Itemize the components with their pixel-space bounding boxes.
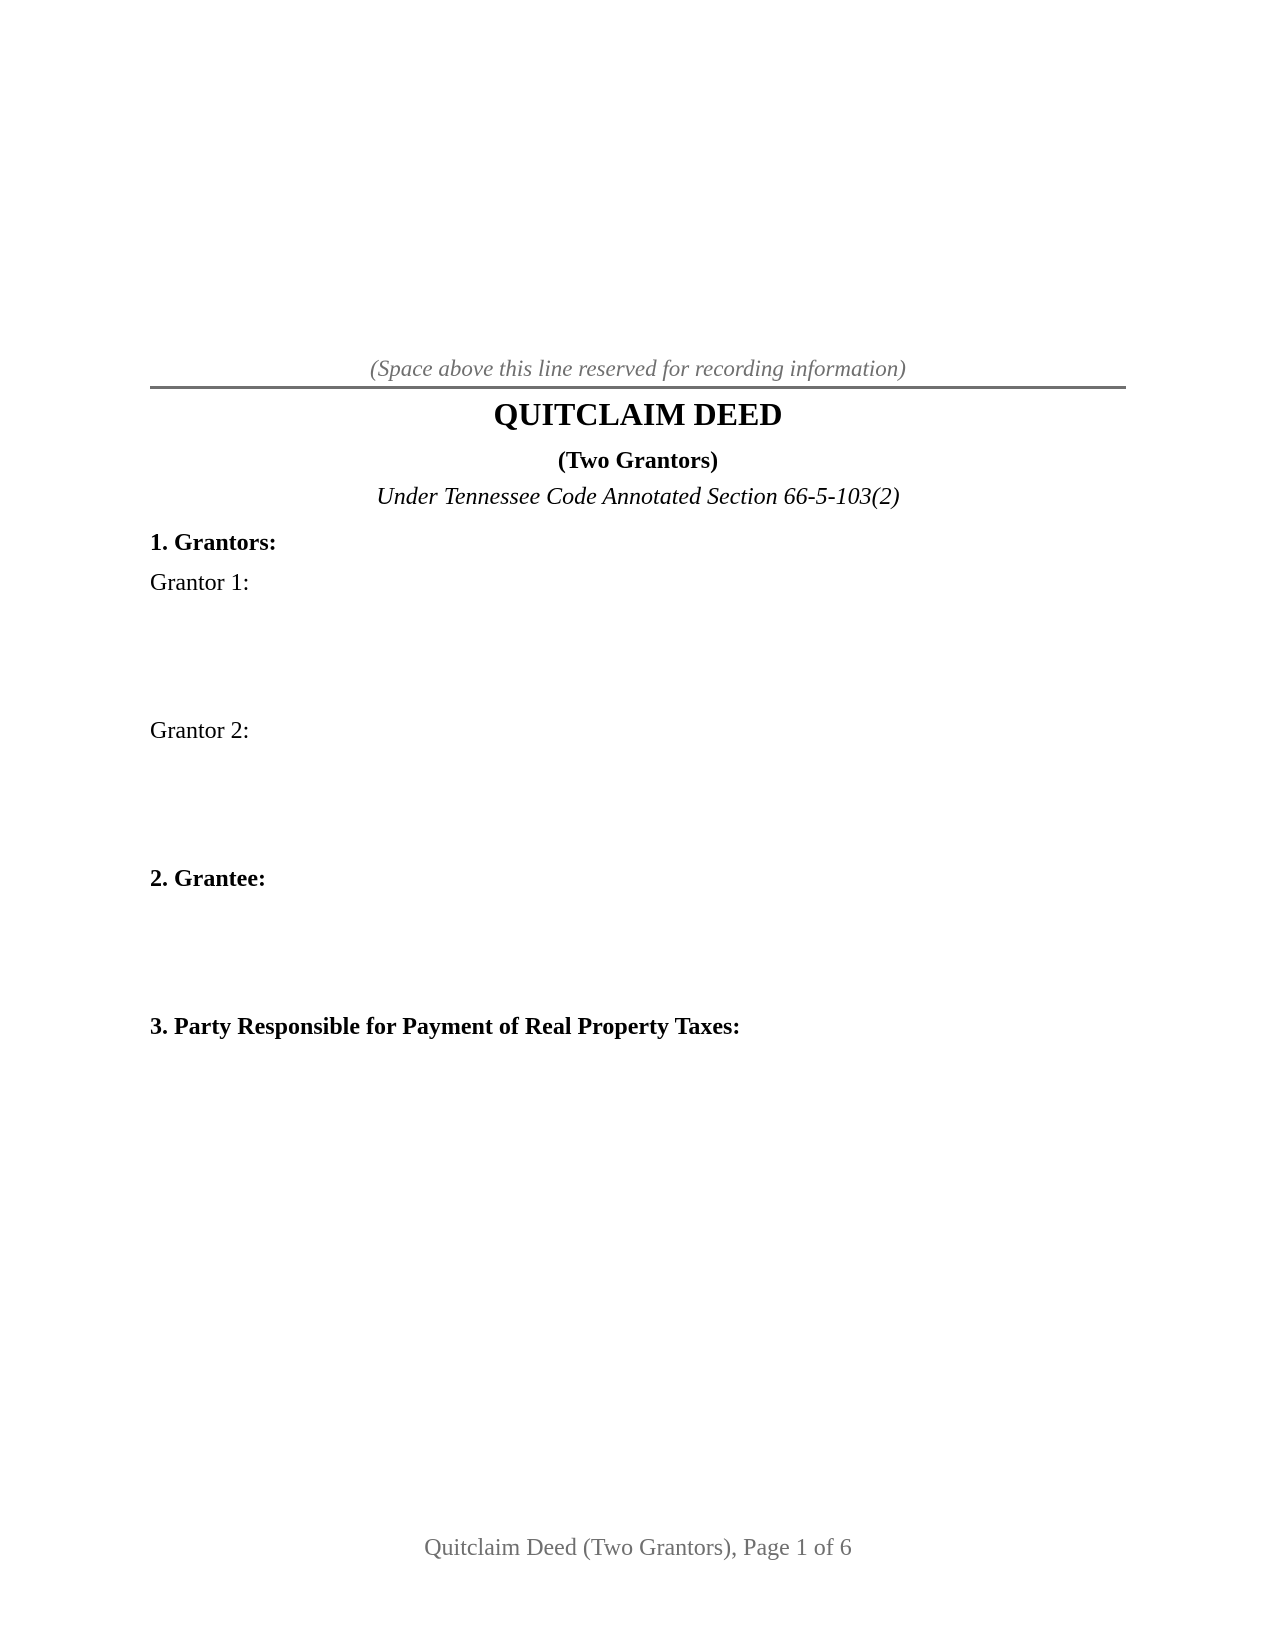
recording-divider-line	[150, 386, 1126, 389]
grantors-heading: 1. Grantors:	[150, 530, 277, 556]
document-subtitle: (Two Grantors)	[557, 448, 719, 474]
grantor-2-label: Grantor 2:	[150, 718, 250, 744]
tax-party-heading: 3. Party Responsible for Payment of Real Property Taxes:	[150, 1014, 741, 1040]
page-footer: Quitclaim Deed (Two Grantors), Page 1 of 6	[424, 1535, 852, 1561]
grantee-heading: 2. Grantee:	[150, 866, 266, 892]
statute-reference: Under Tennessee Code Annotated Section 66-5-103(2)	[376, 484, 900, 510]
grantor-1-label: Grantor 1:	[150, 570, 250, 596]
recording-space-note: (Space above this line reserved for recording information)	[370, 356, 906, 381]
document-title: QUITCLAIM DEED	[493, 396, 783, 432]
